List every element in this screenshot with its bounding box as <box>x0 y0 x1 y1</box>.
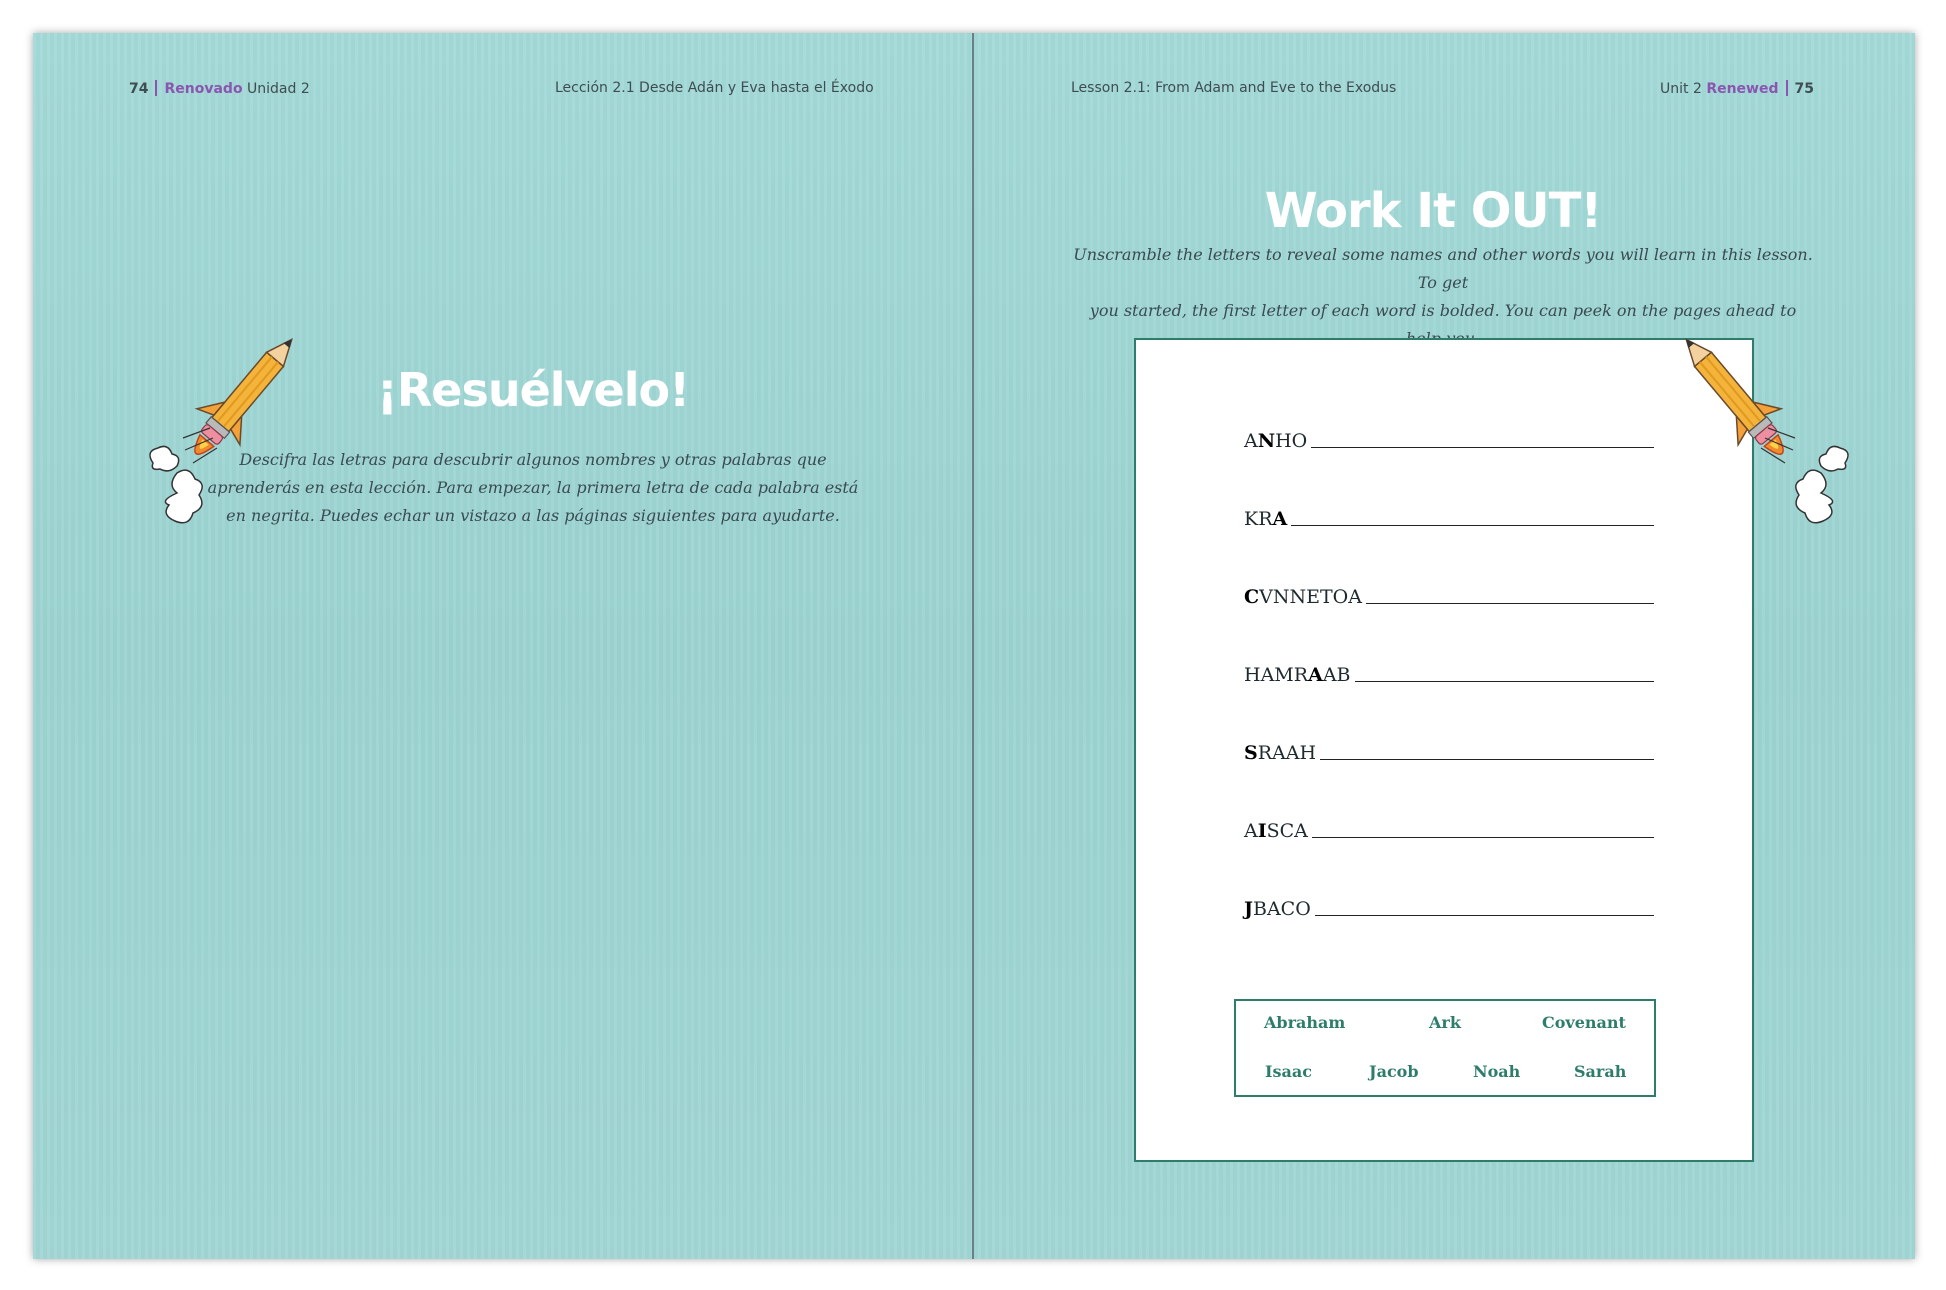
scrambled-word: ANHO <box>1244 430 1308 452</box>
header-divider <box>155 80 157 96</box>
instructions-line: Descifra las letras para descubrir algunos nombres y otras palabras que <box>239 450 827 469</box>
right-lesson-header: Lesson 2.1: From Adam and Eve to the Exodus <box>1071 80 1397 96</box>
answer-line[interactable] <box>1312 836 1654 838</box>
instructions-line: en negrita. Puedes echar un vistazo a las páginas siguientes para ayudarte. <box>226 506 840 525</box>
scramble-row <box>1244 812 1654 842</box>
right-page-number: 75 <box>1794 81 1814 97</box>
scramble-row <box>1244 578 1654 608</box>
word-bank <box>1234 999 1656 1097</box>
left-page-number: 74 <box>129 81 149 97</box>
scramble-row <box>1244 500 1654 530</box>
instructions-line: Unscramble the letters to reveal some names and other words you will learn in this lesson. To get <box>1073 245 1813 292</box>
scrambled-word: KRA <box>1244 508 1288 530</box>
rocket-pencil-icon <box>105 318 305 568</box>
instructions-line: you started, the first letter of each word is bolded. You can peek on the pages ahead to <box>1089 301 1797 320</box>
answer-line[interactable] <box>1315 914 1654 916</box>
answer-line[interactable] <box>1291 524 1654 526</box>
instructions-line: aprenderás en esta lección. Para empezar, la primera letra de cada palabra está <box>207 478 859 497</box>
header-divider <box>1786 80 1788 96</box>
scramble-row <box>1244 422 1654 452</box>
book-spread <box>33 33 1915 1259</box>
scrambled-word: AISCA <box>1244 820 1308 842</box>
left-page-header <box>129 80 310 97</box>
word-bank-item: Covenant <box>1542 1013 1626 1032</box>
word-bank-item: Noah <box>1473 1062 1521 1081</box>
rocket-pencil-icon <box>1673 318 1873 568</box>
scrambled-word: CVNNETOA <box>1244 586 1362 608</box>
left-series-name: Renovado <box>164 81 243 97</box>
worksheet-card <box>1134 338 1754 1162</box>
scrambled-word: SRAAH <box>1244 742 1317 764</box>
word-bank-item: Jacob <box>1369 1062 1419 1081</box>
right-unit-label: Unit 2 <box>1660 81 1702 97</box>
right-series-name: Renewed <box>1706 81 1779 97</box>
instructions-spanish <box>193 446 873 530</box>
page-title-spanish: ¡Resuélvelo! <box>376 363 690 417</box>
page-gutter <box>972 33 974 1259</box>
scrambled-word: JBACO <box>1244 898 1311 920</box>
word-bank-item: Sarah <box>1574 1062 1627 1081</box>
scramble-row <box>1244 890 1654 920</box>
answer-line[interactable] <box>1355 680 1655 682</box>
word-bank-item: Ark <box>1429 1013 1461 1032</box>
answer-line[interactable] <box>1320 758 1654 760</box>
word-bank-item: Isaac <box>1265 1062 1312 1081</box>
scramble-row <box>1244 734 1654 764</box>
scrambled-word: HAMRAAB <box>1244 664 1351 686</box>
word-bank-item: Abraham <box>1264 1013 1346 1032</box>
answer-line[interactable] <box>1311 446 1654 448</box>
scramble-row <box>1244 656 1654 686</box>
answer-line[interactable] <box>1366 602 1654 604</box>
right-page-header <box>1660 80 1814 97</box>
left-unit-label: Unidad 2 <box>247 81 310 97</box>
left-lesson-header: Lección 2.1 Desde Adán y Eva hasta el Éxodo <box>555 80 874 96</box>
page-title-english: Work It OUT! <box>1264 183 1602 239</box>
